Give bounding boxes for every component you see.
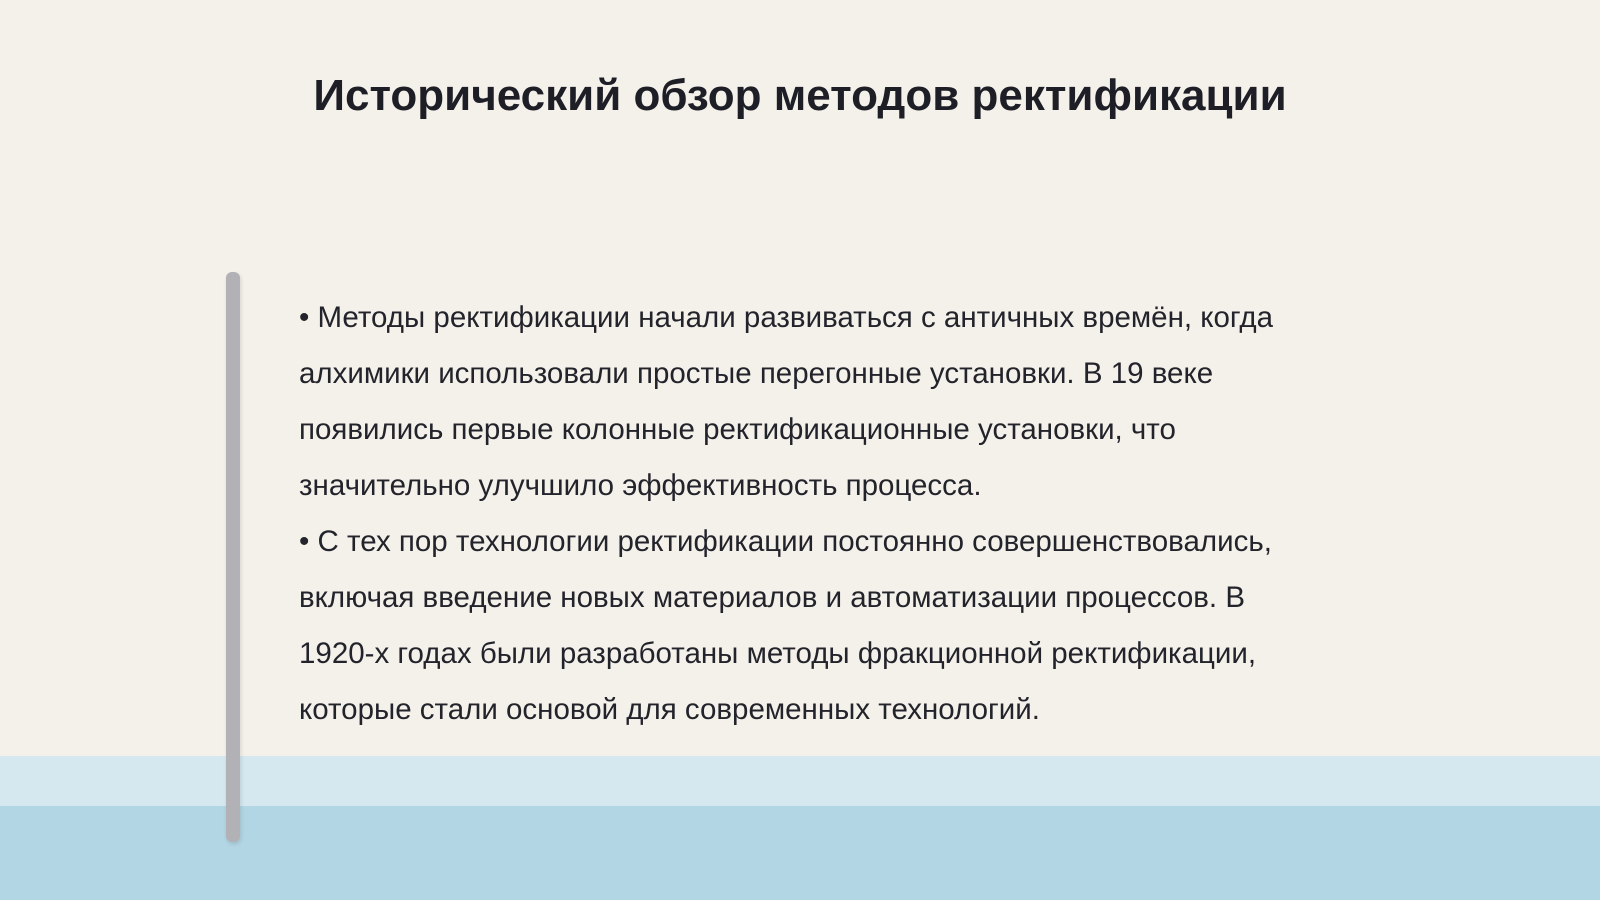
footer-band-dark xyxy=(0,806,1600,900)
bullet-paragraph: • С тех пор технологии ректификации постоянно совершенствовались, включая введение новых материалов и автоматизации процессов. В 1920-х годах были разработаны методы фракционной ректификации, которые стали основой для современных технологий. xyxy=(299,525,1272,726)
footer-band-light xyxy=(0,756,1600,806)
slide-title: Исторический обзор методов ректификации xyxy=(313,71,1287,120)
accent-bar xyxy=(226,272,240,842)
slide-content xyxy=(299,290,1319,738)
bullet-paragraph: • Методы ректификации начали развиваться с античных времён, когда алхимики использовали простые перегонные установки. В 19 веке появились первые колонные ректификационные установки, что значительно улучшило эффективность процесса. xyxy=(299,301,1273,502)
